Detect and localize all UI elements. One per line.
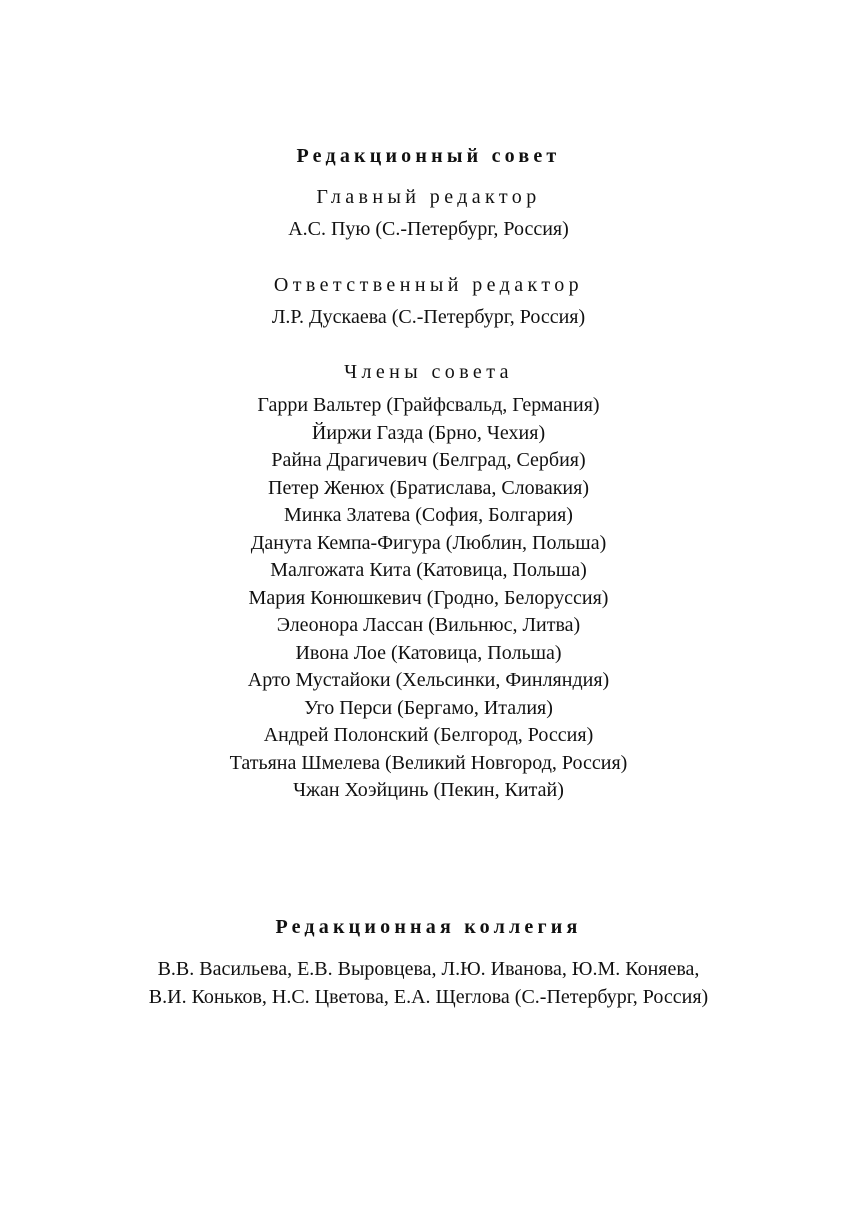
member-item: Элеонора Лассан (Вильнюс, Литва)	[276, 614, 581, 636]
member-item: Мария Конюшкевич (Гродно, Белоруссия)	[248, 586, 609, 609]
member-item: Йиржи Газда (Брно, Чехия)	[311, 421, 546, 444]
chief-editor-label: Главный редактор	[316, 186, 541, 208]
member-item: Арто Мустайоки (Хельсинки, Финляндия)	[247, 669, 610, 691]
member-item: Чжан Хоэйцинь (Пекин, Китай)	[293, 779, 564, 801]
board-members-line-2: В.И. Коньков, Н.С. Цветова, Е.А. Щеглова (С.-Петербург, Россия)	[148, 986, 709, 1008]
executive-editor-name: Л.Р. Дускаева (С.-Петербург, Россия)	[271, 306, 586, 328]
member-item: Малгожата Кита (Катовица, Польша)	[270, 559, 587, 581]
member-item: Минка Златева (София, Болгария)	[284, 504, 573, 526]
board-title: Редакционная коллегия	[275, 916, 582, 938]
members-list	[0, 392, 857, 805]
member-item: Данута Кемпа-Фигура (Люблин, Польша)	[250, 531, 607, 554]
member-item: Райна Драгичевич (Белград, Сербия)	[271, 449, 586, 471]
member-item: Татьяна Шмелева (Великий Новгород, Россия)	[229, 751, 628, 774]
chief-editor-name: А.С. Пую (С.-Петербург, Россия)	[288, 218, 569, 240]
executive-editor-label: Ответственный редактор	[273, 274, 584, 296]
member-item: Петер Женюх (Братислава, Словакия)	[268, 476, 589, 499]
council-title: Редакционный совет	[296, 145, 561, 167]
members-label: Члены совета	[344, 361, 513, 383]
member-item: Ивона Лое (Катовица, Польша)	[295, 641, 562, 664]
board-members-line-1: В.В. Васильева, Е.В. Выровцева, Л.Ю. Иванова, Ю.М. Коняева,	[157, 958, 700, 980]
member-item: Андрей Полонский (Белгород, Россия)	[263, 724, 594, 746]
member-item: Уго Перси (Бергамо, Италия)	[304, 696, 553, 719]
member-item: Гарри Вальтер (Грайфсвальд, Германия)	[257, 394, 600, 416]
